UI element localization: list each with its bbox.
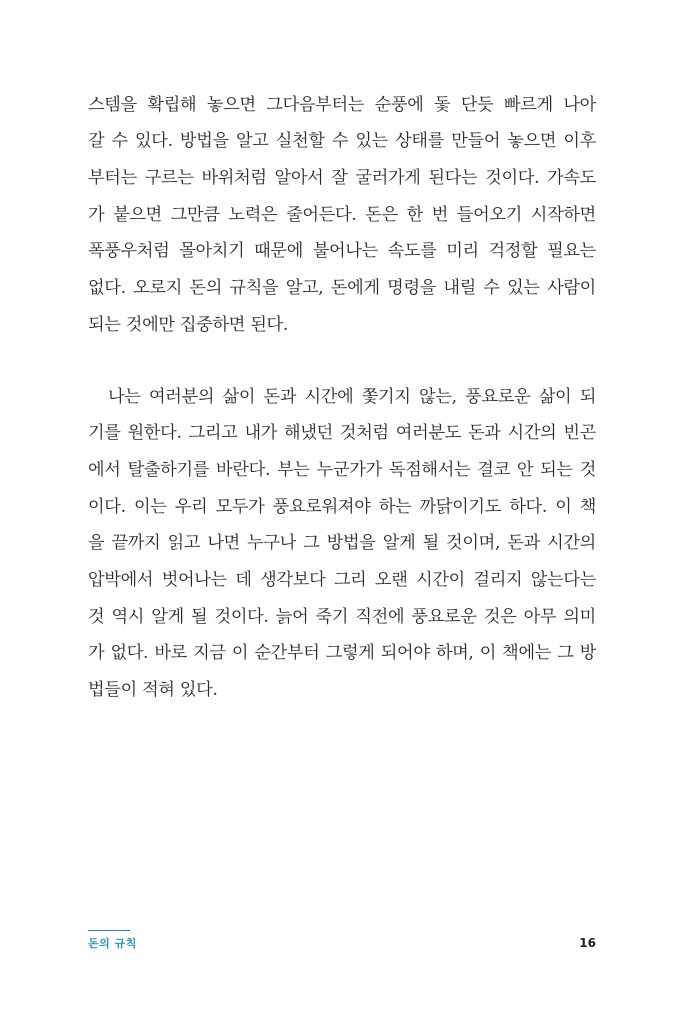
text-line: 폭풍우처럼 몰아치기 때문에 불어나는 속도를 미리 걱정할 필요는 xyxy=(88,241,596,261)
text-line: 법들이 적혀 있다. xyxy=(88,680,218,700)
text-line: 갈 수 있다. 방법을 알고 실천할 수 있는 상태를 만들어 놓으면 이후 xyxy=(88,131,596,151)
text-line: 가 붙으면 그만큼 노력은 줄어든다. 돈은 한 번 들어오기 시작하면 xyxy=(88,205,596,225)
text-line: 부터는 구르는 바위처럼 알아서 잘 굴러가게 된다는 것이다. 가속도 xyxy=(88,168,596,188)
text-line: 에서 탈출하기를 바란다. 부는 누군가가 독점해서는 결코 안 되는 것 xyxy=(88,460,596,480)
text-line: 스템을 확립해 놓으면 그다음부터는 순풍에 돛 단듯 빠르게 나아 xyxy=(88,95,596,115)
text-line: 것 역시 알게 될 것이다. 늙어 죽기 직전에 풍요로운 것은 아무 의미 xyxy=(88,607,596,627)
text-line: 기를 원한다. 그리고 내가 해냈던 것처럼 여러분도 돈과 시간의 빈곤 xyxy=(88,423,596,443)
footer-rule xyxy=(88,930,130,931)
page-number: 16 xyxy=(579,936,596,950)
text-line: 나는 여러분의 삶이 돈과 시간에 쫓기지 않는, 풍요로운 삶이 되 xyxy=(108,387,596,407)
text-line: 압박에서 벗어나는 데 생각보다 그리 오랜 시간이 걸리지 않는다는 xyxy=(88,570,596,590)
text-line: 되는 것에만 집중하면 된다. xyxy=(88,315,288,335)
text-line: 없다. 오로지 돈의 규칙을 알고, 돈에게 명령을 내릴 수 있는 사람이 xyxy=(88,278,596,298)
text-line: 가 없다. 바로 지금 이 순간부터 그렇게 되어야 하며, 이 책에는 그 방 xyxy=(88,643,596,663)
text-line: 이다. 이는 우리 모두가 풍요로워져야 하는 까닭이기도 하다. 이 책 xyxy=(88,497,596,517)
text-line: 을 끝까지 읽고 나면 누구나 그 방법을 알게 될 것이며, 돈과 시간의 xyxy=(88,533,596,553)
running-footer-title: 돈의 규칙 xyxy=(88,937,137,950)
